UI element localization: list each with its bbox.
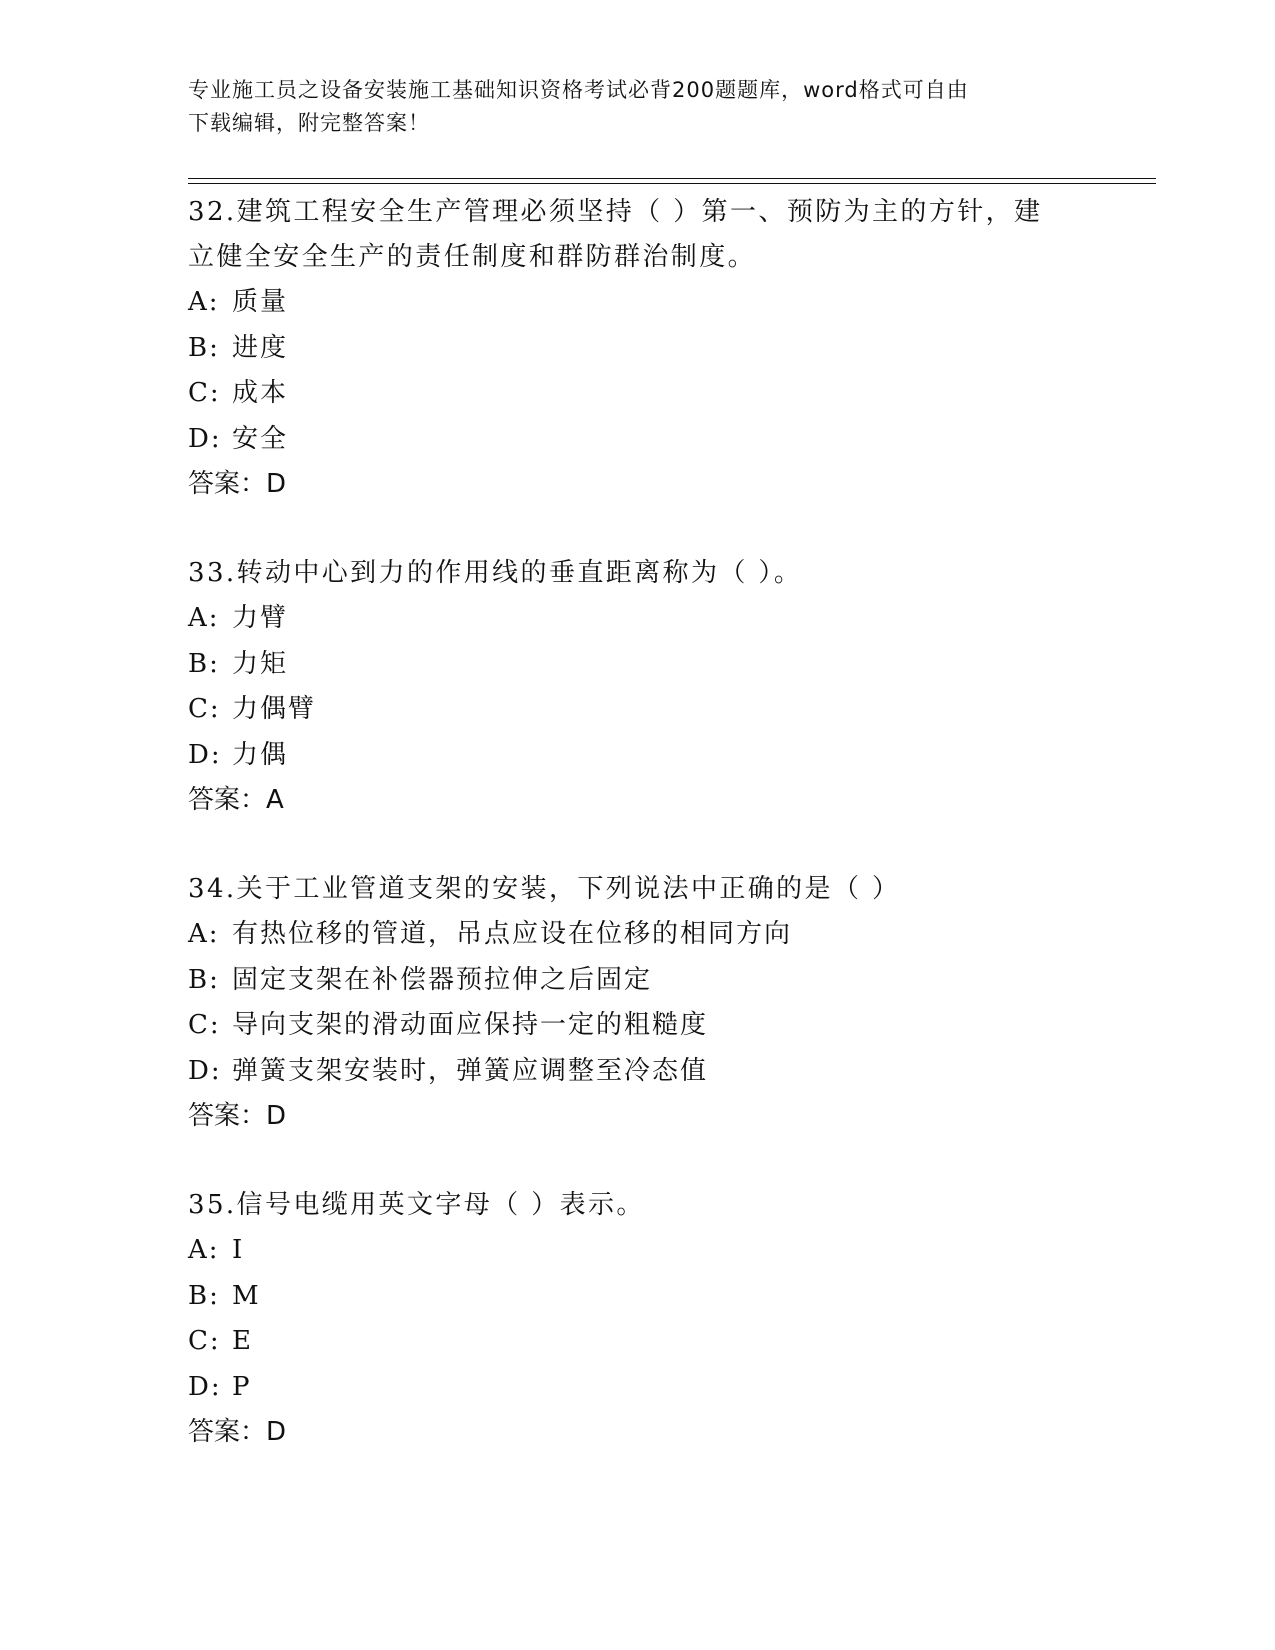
answer-line: 答案：D [188,1417,287,1447]
question-stem-line: 32.建筑工程安全生产管理必须坚持（ ）第一、预防为主的方针，建 [188,197,1043,227]
option-b [188,326,1088,372]
option-c [188,371,1088,417]
option-letter: C: [188,378,221,408]
option-text: 力偶 [232,739,289,770]
option-a [188,1228,1088,1274]
option-letter: A: [188,603,220,633]
question-32 [188,190,1088,507]
answer-line: 答案：A [188,785,284,815]
option-text: I [232,1235,245,1265]
option-c [188,687,1088,733]
option-b [188,642,1088,688]
option-letter: A: [188,919,220,949]
option-letter: C: [188,694,221,724]
header-divider-bottom [188,183,1156,184]
option-text: 安全 [232,423,289,454]
option-text: M [232,1280,261,1311]
option-text: E [232,1326,253,1356]
option-text: 力矩 [232,648,289,679]
option-letter: A: [188,1235,220,1265]
option-text: 成本 [232,378,289,408]
option-text: 力臂 [232,603,289,633]
option-letter: B: [188,648,220,679]
option-d [188,417,1088,463]
header-line-2: 下载编辑，附完整答案！ [188,111,430,135]
option-letter: D: [188,1371,222,1402]
header-line-1: 专业施工员之设备安装施工基础知识资格考试必背200题题库，word格式可自由 [188,78,969,102]
question-34 [188,867,1088,1139]
option-d [188,1365,1088,1411]
option-a [188,596,1088,642]
option-letter: A: [188,287,220,317]
option-a [188,912,1088,958]
question-list [188,190,1088,1499]
option-text: 导向支架的滑动面应保持一定的粗糙度 [232,1010,709,1040]
document-header [188,74,1088,140]
option-c [188,1003,1088,1049]
option-d [188,733,1088,779]
option-text: 进度 [232,332,289,363]
option-letter: C: [188,1326,221,1356]
option-a [188,280,1088,326]
option-text: 有热位移的管道，吊点应设在位移的相同方向 [232,919,793,949]
option-b [188,958,1088,1004]
question-stem-line: 34.关于工业管道支架的安装，下列说法中正确的是（ ） [188,874,901,904]
option-text: 弹簧支架安装时，弹簧应调整至冷态值 [232,1055,709,1086]
option-text: 质量 [232,287,289,317]
option-b [188,1274,1088,1320]
option-text: 固定支架在补偿器预拉伸之后固定 [232,964,653,995]
option-letter: B: [188,964,220,995]
option-letter: C: [188,1010,221,1040]
option-d [188,1049,1088,1095]
question-stem-line: 35.信号电缆用英文字母（ ）表示。 [188,1190,645,1220]
question-35 [188,1183,1088,1455]
answer-line: 答案：D [188,469,287,499]
option-letter: D: [188,423,222,454]
question-stem-line: 立健全安全生产的责任制度和群防群治制度。 [188,242,757,272]
option-letter: D: [188,1055,222,1086]
option-c [188,1319,1088,1365]
header-divider-top [188,178,1156,179]
question-stem-line: 33.转动中心到力的作用线的垂直距离称为（ ）。 [188,558,803,588]
option-text: 力偶臂 [232,694,317,724]
answer-line: 答案：D [188,1101,287,1131]
question-33 [188,551,1088,823]
option-text: P [232,1371,252,1402]
option-letter: D: [188,739,222,770]
option-letter: B: [188,1280,220,1311]
option-letter: B: [188,332,220,363]
